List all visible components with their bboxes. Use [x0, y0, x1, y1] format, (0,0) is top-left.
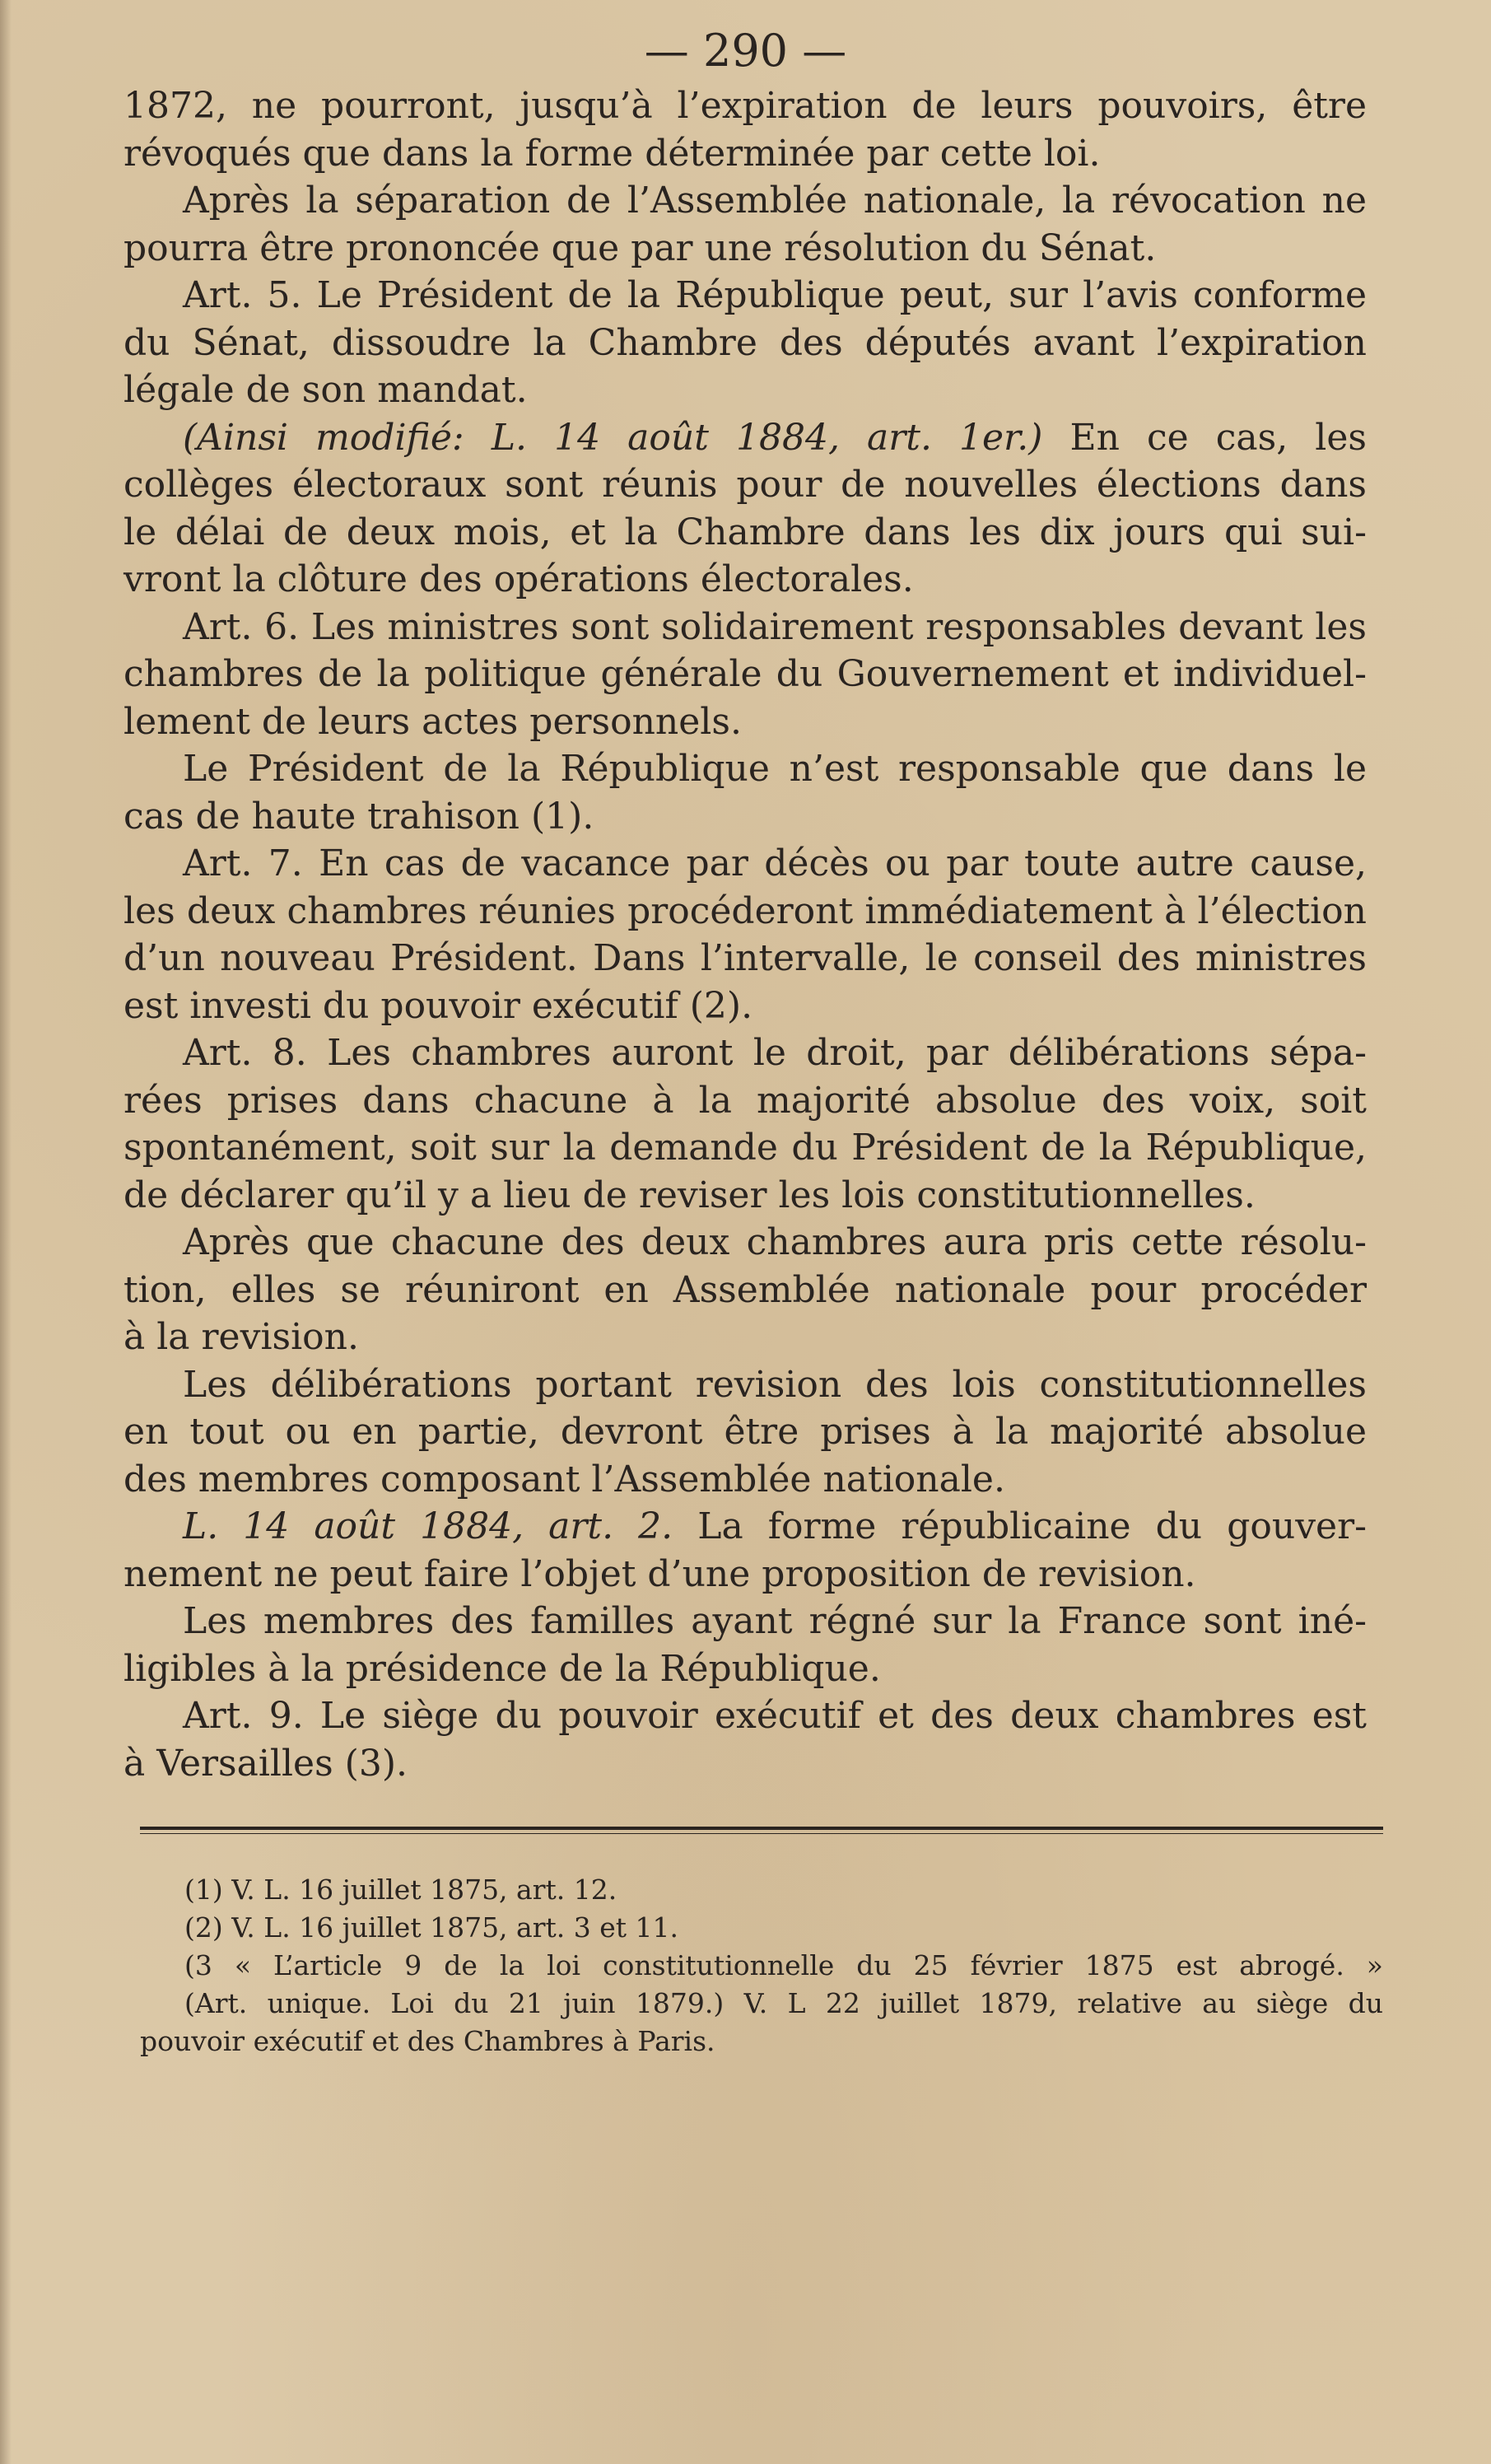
text-line: 1872, ne pourront, jusqu’à l’expiration de leurs pouvoirs, être — [123, 85, 1367, 127]
text-line: à la revision. — [123, 1316, 359, 1358]
footnotes — [140, 1871, 1383, 2060]
amendment-reference: (Ainsi modifié: L. 14 août 1884, art. 1er.) — [183, 416, 1043, 459]
text-line: légale de son mandat. — [123, 369, 528, 411]
text-line: vront la clôture des opérations électorales. — [123, 558, 914, 600]
body-text — [123, 82, 1367, 1787]
footnote-2: (2) V. L. 16 juillet 1875, art. 3 et 11. — [184, 1911, 678, 1944]
text-line: Après que chacune des deux chambres aura pris cette résolu- — [183, 1221, 1367, 1263]
text-line: Les membres des familles ayant régné sur la France sont iné- — [183, 1600, 1367, 1642]
footnote-separator — [140, 1827, 1383, 1830]
text-line — [123, 414, 1367, 462]
page-number: — 290 — — [644, 25, 847, 77]
text-line: Les délibérations portant revision des lois constitutionnelles — [183, 1363, 1367, 1406]
text-line: Le Président de la République n’est responsable que dans le — [183, 748, 1367, 790]
article-5-line: Art. 5. Le Président de la République peut, sur l’avis conforme — [183, 274, 1367, 316]
text-line: collèges électoraux sont réunis pour de nouvelles élections dans — [123, 464, 1367, 506]
text-line: pourra être prononcée que par une résolution du Sénat. — [123, 226, 1157, 269]
text-line: lement de leurs actes personnels. — [123, 700, 742, 743]
text-line: du Sénat, dissoudre la Chambre des députés avant l’expiration — [123, 321, 1367, 364]
text-line: les deux chambres réunies procéderont immédiatement à l’élection — [123, 889, 1367, 932]
text-line: nement ne peut faire l’objet d’une proposition de revision. — [123, 1552, 1196, 1595]
text-line: le délai de deux mois, et la Chambre dans les dix jours qui sui- — [123, 511, 1367, 553]
text-line: est investi du pouvoir exécutif (2). — [123, 984, 753, 1027]
article-7-line: Art. 7. En cas de vacance par décès ou par toute autre cause, — [183, 842, 1367, 884]
article-8-line: Art. 8. Les chambres auront le droit, par délibérations sépa- — [183, 1032, 1367, 1074]
text-line: de déclarer qu’il y a lieu de reviser les lois constitutionnelles. — [123, 1174, 1256, 1216]
article-9-line: Art. 9. Le siège du pouvoir exécutif et des deux chambres est — [183, 1695, 1367, 1737]
text-line: des membres composant l’Assemblée nationale. — [123, 1458, 1005, 1500]
text-line: révoqués que dans la forme déterminée par cette loi. — [123, 132, 1101, 175]
text-line: tion, elles se réuniront en Assemblée nationale pour procéder — [123, 1268, 1367, 1311]
footnote-3: (3 « L’article 9 de la loi constitutionnelle du 25 février 1875 est abrogé. » — [184, 1949, 1383, 1981]
text-line: à Versailles (3). — [123, 1742, 408, 1785]
footnote-1: (1) V. L. 16 juillet 1875, art. 12. — [184, 1874, 617, 1906]
text-line: ligibles à la présidence de la République. — [123, 1647, 881, 1690]
text-line: d’un nouveau Président. Dans l’intervalle, le conseil des ministres — [123, 937, 1367, 979]
text-line: cas de haute trahison (1). — [123, 795, 594, 838]
footnote-3-cont: (Art. unique. Loi du 21 juin 1879.) V. L 22 juillet 1879, relative au siège du — [184, 1987, 1383, 2019]
text-line: chambres de la politique générale du Gouvernement et individuel- — [123, 653, 1367, 695]
footnote-3-end: pouvoir exécutif et des Chambres à Paris. — [140, 2025, 715, 2057]
article-6-line: Art. 6. Les ministres sont solidairement responsables devant les — [183, 605, 1367, 648]
text-line: rées prises dans chacune à la majorité absolue des voix, soit — [123, 1079, 1367, 1122]
text-line: Après la séparation de l’Assemblée nationale, la révocation ne — [183, 180, 1367, 222]
text-line: en tout ou en partie, devront être prises à la majorité absolue — [123, 1411, 1367, 1453]
law-reference: L. 14 août 1884, art. 2. — [183, 1505, 673, 1547]
page-edge-shadow — [0, 0, 12, 2464]
footnote-separator-thin — [140, 1833, 1383, 1834]
text-line — [123, 1503, 1367, 1551]
text-fragment: La forme républicaine du gouver- — [697, 1505, 1367, 1547]
text-line: spontanément, soit sur la demande du Président de la République, — [123, 1127, 1367, 1169]
text-fragment: En ce cas, les — [1069, 416, 1367, 459]
